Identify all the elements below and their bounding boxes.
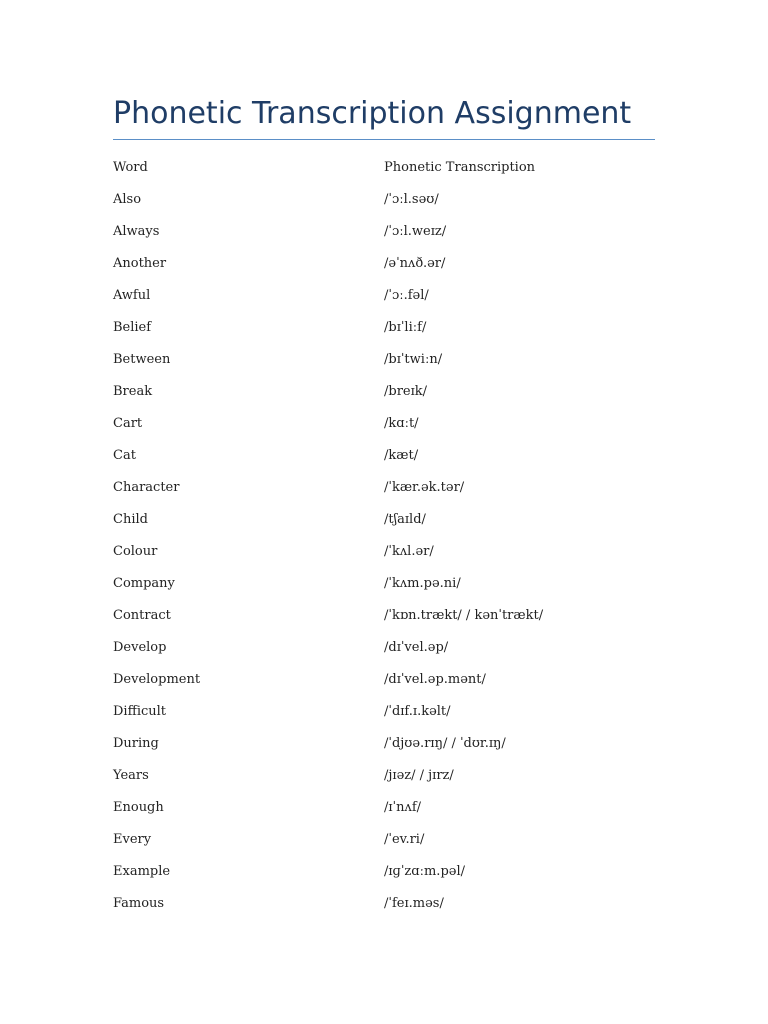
phonetic-transcription-cell: /jɪəz/ / jɪrz/ <box>384 768 454 783</box>
table-row <box>113 408 655 440</box>
table-row <box>113 184 655 216</box>
word-cell: Develop <box>113 640 167 655</box>
transcription-table <box>113 152 655 920</box>
phonetic-transcription-cell: /bɪˈliːf/ <box>384 320 427 335</box>
phonetic-transcription-cell: /ˈɔː.fəl/ <box>384 288 429 303</box>
table-row <box>113 792 655 824</box>
word-cell: Difficult <box>113 704 167 719</box>
phonetic-transcription-cell: /ˈdjʊə.rɪŋ/ / ˈdʊr.ɪŋ/ <box>384 736 506 751</box>
word-cell: Famous <box>113 896 165 911</box>
table-row <box>113 344 655 376</box>
word-cell: Character <box>113 480 180 495</box>
table-row <box>113 280 655 312</box>
table-row <box>113 728 655 760</box>
word-cell: Between <box>113 352 171 367</box>
word-cell: Enough <box>113 800 164 815</box>
table-row <box>113 824 655 856</box>
phonetic-transcription-cell: /kɑːt/ <box>384 416 419 431</box>
phonetic-transcription-cell: /kæt/ <box>384 448 419 463</box>
phonetic-transcription-cell: /ˈdɪf.ɪ.kəlt/ <box>384 704 451 719</box>
table-row <box>113 696 655 728</box>
word-cell: Also <box>113 192 142 207</box>
word-cell: Another <box>113 256 167 271</box>
phonetic-transcription-cell: /ɪˈnʌf/ <box>384 800 422 815</box>
table-row <box>113 664 655 696</box>
phonetic-transcription-cell: /ˈfeɪ.məs/ <box>384 896 444 911</box>
phonetic-transcription-cell: /breɪk/ <box>384 384 428 399</box>
phonetic-transcription-cell: /ˈkær.ək.tər/ <box>384 480 465 495</box>
phonetic-transcription-cell: /ˈɔːl.səʊ/ <box>384 192 439 207</box>
word-cell: Child <box>113 512 148 527</box>
word-cell: Break <box>113 384 153 399</box>
table-row <box>113 472 655 504</box>
phonetic-transcription-cell: /ˈɔːl.weɪz/ <box>384 224 447 239</box>
word-cell: Company <box>113 576 175 591</box>
table-row <box>113 600 655 632</box>
title-underline <box>113 139 655 140</box>
table-row <box>113 440 655 472</box>
table-row <box>113 536 655 568</box>
phonetic-transcription-cell: /ˈev.ri/ <box>384 832 425 847</box>
word-cell: Years <box>113 768 149 783</box>
table-row <box>113 376 655 408</box>
word-cell: Colour <box>113 544 158 559</box>
table-row <box>113 888 655 920</box>
header-word: Word <box>113 160 148 175</box>
word-cell: Always <box>113 224 160 239</box>
word-cell: Example <box>113 864 171 879</box>
table-row <box>113 760 655 792</box>
phonetic-transcription-cell: /tʃaɪld/ <box>384 512 426 527</box>
table-row <box>113 856 655 888</box>
word-cell: Every <box>113 832 152 847</box>
word-cell: Cart <box>113 416 143 431</box>
table-row <box>113 216 655 248</box>
word-cell: Cat <box>113 448 136 463</box>
phonetic-transcription-cell: /ɪɡˈzɑːm.pəl/ <box>384 864 465 879</box>
table-row <box>113 568 655 600</box>
header-phonetic-transcription: Phonetic Transcription <box>384 160 536 175</box>
page-title: Phonetic Transcription Assignment <box>113 96 632 131</box>
phonetic-transcription-cell: /bɪˈtwiːn/ <box>384 352 443 367</box>
phonetic-transcription-cell: /ˈkɒn.trækt/ / kənˈtrækt/ <box>384 608 544 623</box>
table-row <box>113 632 655 664</box>
table-body <box>113 184 655 920</box>
phonetic-transcription-cell: /ˈkʌl.ər/ <box>384 544 434 559</box>
word-cell: Belief <box>113 320 152 335</box>
phonetic-transcription-cell: /dɪˈvel.əp.mənt/ <box>384 672 486 687</box>
word-cell: During <box>113 736 159 751</box>
phonetic-transcription-cell: /əˈnʌð.ər/ <box>384 256 446 271</box>
word-cell: Awful <box>113 288 151 303</box>
phonetic-transcription-cell: /ˈkʌm.pə.ni/ <box>384 576 461 591</box>
word-cell: Contract <box>113 608 171 623</box>
table-row <box>113 312 655 344</box>
phonetic-transcription-cell: /dɪˈvel.əp/ <box>384 640 449 655</box>
table-header-row <box>113 152 655 184</box>
word-cell: Development <box>113 672 201 687</box>
table-row <box>113 504 655 536</box>
table-row <box>113 248 655 280</box>
